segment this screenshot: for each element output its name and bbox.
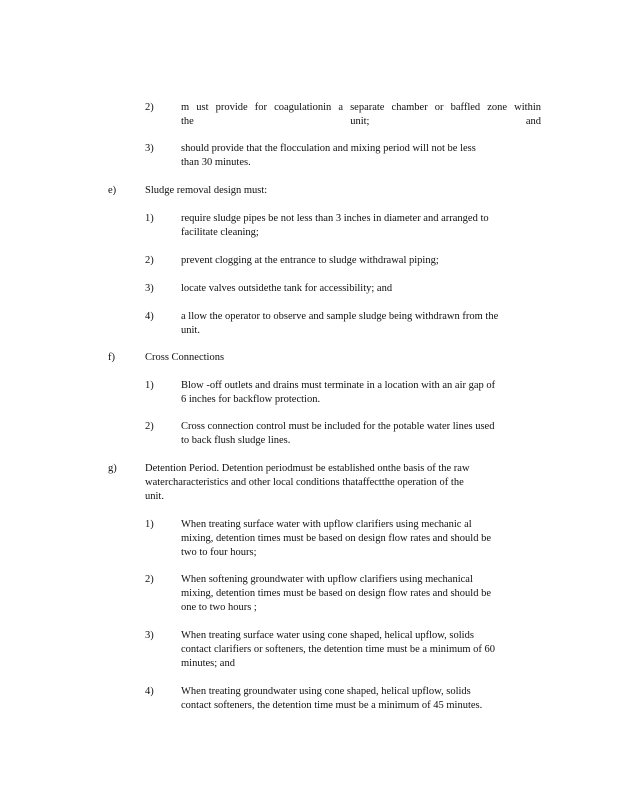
text-line: When treating surface water with upflow clarifiers using mechanic al (181, 519, 472, 530)
item-number: 3) (145, 143, 154, 154)
text-line: mixing, detention times must be based on design flow rates and should be (181, 533, 491, 544)
text-line: unit. (145, 491, 164, 502)
text-line: minutes; and (181, 658, 235, 669)
item-number: 1) (145, 519, 154, 530)
item-number: 2) (145, 102, 154, 113)
text-line: Blow -off outlets and drains must terminate in a location with an air gap of (181, 380, 496, 391)
item-number: 2) (145, 421, 154, 432)
section-title-g (145, 462, 545, 504)
text-line: should provide that the flocculation and mixing period will not be less (181, 143, 476, 154)
list-item-text (181, 420, 541, 448)
item-number: 1) (145, 213, 154, 224)
text-line: Detention Period. Detention periodmust be established onthe basis of the raw (145, 463, 470, 474)
item-number: 2) (145, 255, 154, 266)
item-number: 4) (145, 686, 154, 697)
list-item-text (181, 254, 541, 268)
text-line: contact softeners, the detention time must be a minimum of 45 minutes. (181, 700, 483, 711)
list-item-text (181, 685, 541, 713)
section-label-e: e) (108, 185, 117, 196)
text-line: mixing, detention times must be based on design flow rates and should be (181, 588, 491, 599)
text-line: to back flush sludge lines. (181, 435, 291, 446)
list-item-text (181, 212, 541, 240)
list-item-text (181, 518, 541, 560)
text-line: the unit; and (181, 116, 541, 127)
text-line: When softening groundwater with upflow clarifiers using mechanical (181, 574, 473, 585)
section-title-e: Sludge removal design must: (145, 185, 268, 196)
text-line: contact clarifiers or softeners, the detention time must be a minimum of 60 (181, 644, 496, 655)
text-line: When treating groundwater using cone shaped, helical upflow, solids (181, 686, 471, 697)
text-line: than 30 minutes. (181, 157, 251, 168)
section-label-f: f) (108, 352, 115, 363)
text-line: m ust provide for coagulationin a separate chamber or baffled zone within (181, 102, 541, 113)
text-line: prevent clogging at the entrance to sludge withdrawal piping; (181, 255, 439, 266)
list-item-text (181, 379, 541, 407)
text-line: unit. (181, 325, 200, 336)
list-item-text (181, 282, 541, 296)
list-item-text (181, 629, 541, 671)
text-line: Cross connection control must be included for the potable water lines used (181, 421, 495, 432)
item-number: 4) (145, 311, 154, 322)
text-line: facilitate cleaning; (181, 227, 259, 238)
list-item-text (181, 142, 541, 170)
list-item-text (181, 310, 541, 338)
list-item-text (181, 101, 541, 129)
item-number: 1) (145, 380, 154, 391)
text-line: two to four hours; (181, 547, 257, 558)
list-item-text (181, 573, 541, 615)
item-number: 2) (145, 574, 154, 585)
text-line: locate valves outsidethe tank for accessibility; and (181, 283, 393, 294)
text-line: When treating surface water using cone shaped, helical upflow, solids (181, 630, 474, 641)
text-line: watercharacteristics and other local conditions thataffectthe operation of the (145, 477, 464, 488)
text-line: a llow the operator to observe and sample sludge being withdrawn from the (181, 311, 499, 322)
section-title-f: Cross Connections (145, 352, 225, 363)
text-line: one to two hours ; (181, 602, 257, 613)
text-line: require sludge pipes be not less than 3 inches in diameter and arranged to (181, 213, 489, 224)
item-number: 3) (145, 630, 154, 641)
text-line: 6 inches for backflow protection. (181, 394, 321, 405)
item-number: 3) (145, 283, 154, 294)
section-label-g: g) (108, 463, 117, 474)
